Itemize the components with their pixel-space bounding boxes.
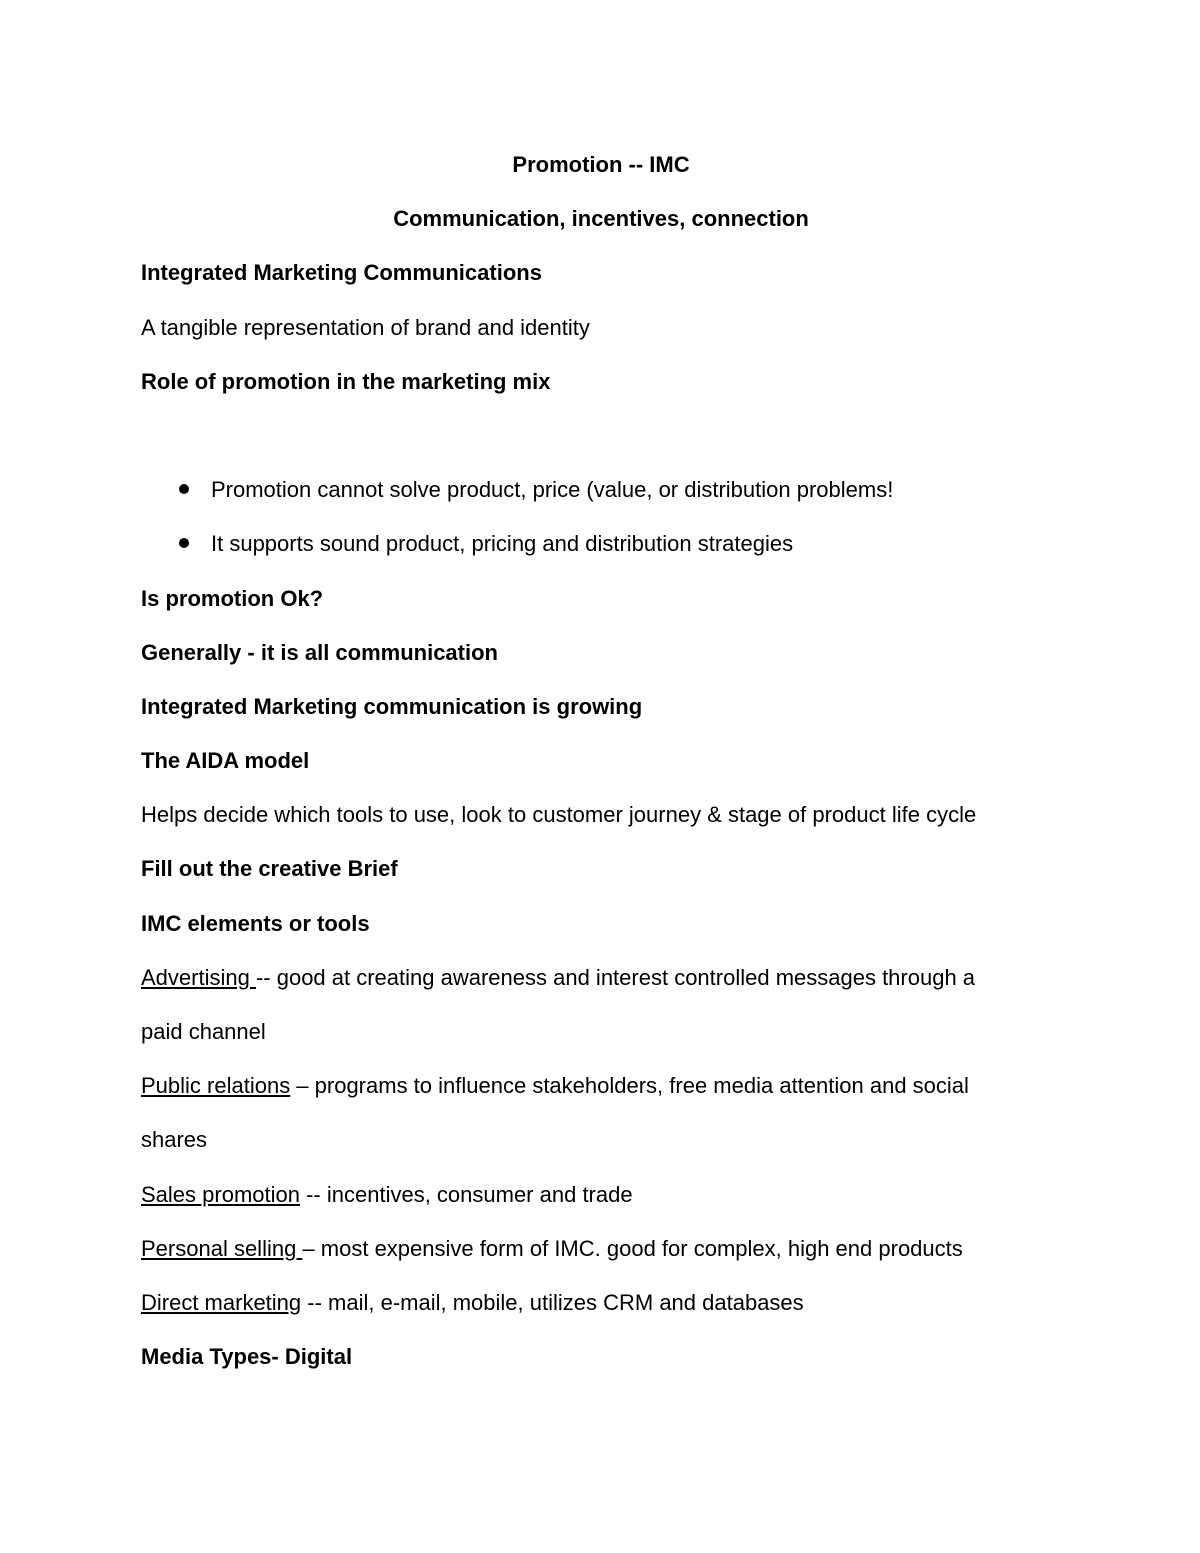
tool-sales-promotion	[141, 1168, 1061, 1222]
document-title: Promotion -- IMC	[512, 152, 690, 177]
list-item	[141, 463, 1061, 517]
heading-aida: The AIDA model	[141, 748, 310, 774]
tool-desc: -- mail, e-mail, mobile, utilizes CRM and databases	[301, 1289, 804, 1315]
bullet-icon	[179, 484, 189, 494]
tool-advertising-continued: paid channel	[141, 1019, 266, 1044]
list-item-text: It supports sound product, pricing and distribution strategies	[211, 531, 794, 557]
list-item	[141, 517, 1061, 571]
tool-desc: -- incentives, consumer and trade	[299, 1181, 633, 1207]
aida-text: Helps decide which tools to use, look to customer journey & stage of product life cycle	[141, 802, 977, 828]
heading-role: Role of promotion in the marketing mix	[141, 368, 551, 394]
heading-generally: Generally - it is all communication	[141, 639, 498, 665]
heading-media: Media Types- Digital	[141, 1344, 353, 1370]
tool-public-relations-continued: shares	[141, 1127, 208, 1153]
tool-personal-selling	[141, 1222, 1061, 1276]
heading-brief: Fill out the creative Brief	[141, 856, 398, 882]
heading-growing: Integrated Marketing communication is growing	[141, 693, 643, 719]
heading-tools: IMC elements or tools	[141, 910, 370, 936]
tool-term: Personal selling	[141, 1235, 303, 1261]
tool-term: Sales promotion	[141, 1181, 300, 1207]
tool-desc: – programs to influence stakeholders, free media attention and social	[290, 1073, 969, 1099]
tool-term: Public relations	[141, 1073, 291, 1099]
tool-term: Direct marketing	[141, 1289, 302, 1315]
tool-advertising	[141, 951, 1061, 1005]
heading-imc: Integrated Marketing Communications	[141, 260, 542, 286]
tool-desc: – most expensive form of IMC. good for complex, high end products	[302, 1235, 963, 1261]
list-item-text: Promotion cannot solve product, price (value, or distribution problems!	[211, 477, 894, 503]
tool-desc: -- good at creating awareness and interest controlled messages through a	[255, 964, 976, 990]
tool-direct-marketing	[141, 1276, 1061, 1330]
blank-line	[141, 409, 1061, 463]
tool-public-relations	[141, 1059, 1061, 1113]
document-page	[141, 138, 1061, 1384]
document-subtitle: Communication, incentives, connection	[393, 206, 809, 232]
heading-ok: Is promotion Ok?	[141, 585, 324, 611]
bullet-icon	[179, 538, 189, 548]
imc-definition: A tangible representation of brand and identity	[141, 314, 590, 340]
tool-term: Advertising	[141, 964, 256, 990]
